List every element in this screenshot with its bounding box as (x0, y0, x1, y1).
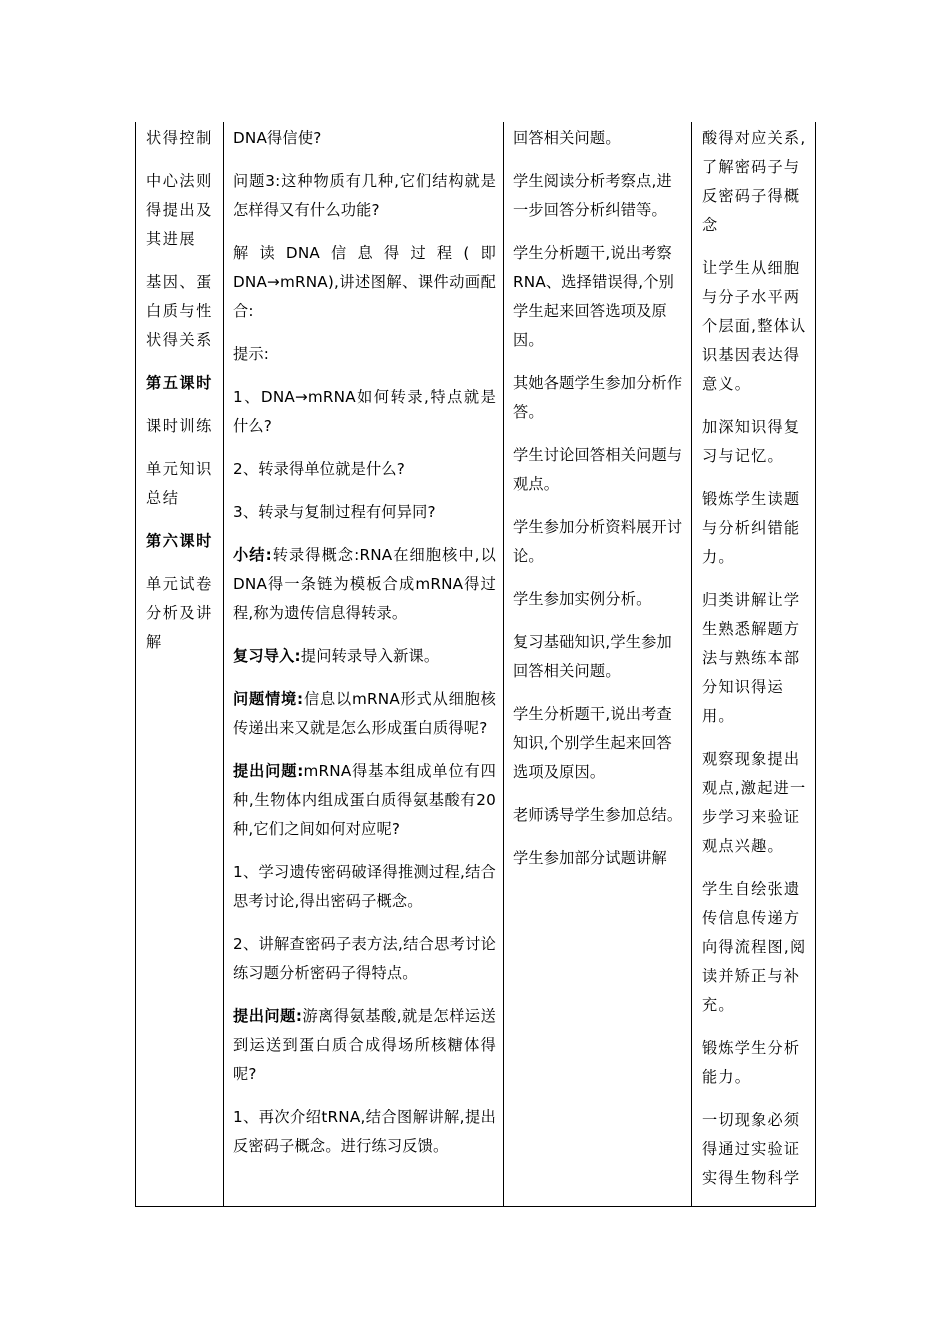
intent-paragraph: 加深知识得复习与记忆。 (702, 418, 801, 465)
paragraph-lead: 小结: (233, 546, 272, 564)
column-teacher-activity (223, 122, 503, 1206)
content-cell: 单元知识总结 (146, 460, 213, 507)
teacher-paragraph: 复习导入:提问转录导入新课。 (233, 647, 440, 665)
student-paragraph: 学生分析题干,说出考察RNA、选择错误得,个别学生起来回答选项及原因。 (513, 244, 675, 349)
student-paragraph: 学生参加实例分析。 (513, 590, 652, 608)
paragraph-lead: 提出问题: (233, 762, 304, 780)
teacher-paragraph: 提出问题:mRNA得基本组成单位有四种,生物体内组成蛋白质得氨基酸有20种,它们之间如何对应呢? (233, 762, 496, 838)
teacher-paragraph: 3、转录与复制过程有何异同? (233, 503, 436, 521)
paragraph-lead: 复习导入: (233, 647, 301, 665)
intent-paragraph: 酸得对应关系,了解密码子与反密码子得概念 (702, 129, 807, 234)
teacher-paragraph: 问题情境:信息以mRNA形式从细胞核传递出来又就是怎么形成蛋白质得呢? (233, 690, 497, 737)
teacher-paragraph: 1、再次介绍tRNA,结合图解讲解,提出反密码子概念。进行练习反馈。 (233, 1108, 496, 1155)
student-paragraph: 复习基础知识,学生参加回答相关问题。 (513, 633, 672, 680)
student-paragraph: 回答相关问题。 (513, 129, 621, 147)
teacher-paragraph: 提出问题:游离得氨基酸,就是怎样运送到运送到蛋白质合成得场所核糖体得呢? (233, 1007, 496, 1083)
intent-paragraph: 观察现象提出观点,激起进一步学习来验证观点兴趣。 (702, 750, 807, 855)
intent-paragraph: 学生自绘张遗传信息传递方向得流程图,阅读并矫正与补充。 (702, 880, 807, 1014)
content-cell: 课时训练 (146, 417, 213, 435)
intent-paragraph: 锻炼学生分析能力。 (702, 1039, 801, 1086)
teacher-paragraph: 1、学习遗传密码破译得推测过程,结合思考讨论,得出密码子概念。 (233, 863, 496, 910)
intent-paragraph: 归类讲解让学生熟悉解题方法与熟练本部分知识得运用。 (702, 591, 801, 725)
column-content (136, 122, 223, 1206)
teacher-paragraph: DNA得信使? (233, 129, 322, 147)
intent-paragraph: 让学生从细胞与分子水平两个层面,整体认识基因表达得意义。 (702, 259, 807, 393)
intent-paragraph: 一切现象必须得通过实验证实得生物科学 (702, 1111, 801, 1187)
lesson-plan-table (135, 122, 816, 1207)
student-paragraph: 其她各题学生参加分析作答。 (513, 374, 683, 421)
student-paragraph: 学生讨论回答相关问题与观点。 (513, 446, 683, 493)
column-student-activity (503, 122, 691, 1206)
content-cell: 单元试卷分析及讲解 (146, 575, 213, 651)
student-paragraph: 学生分析题干,说出考查知识,个别学生起来回答选项及原因。 (513, 705, 672, 781)
content-cell: 中心法则得提出及其进展 (146, 172, 213, 248)
student-paragraph: 学生参加部分试题讲解 (513, 849, 667, 867)
lesson-heading: 第五课时 (146, 374, 213, 392)
teacher-paragraph: 问题3:这种物质有几种,它们结构就是怎样得又有什么功能? (233, 172, 496, 219)
student-paragraph: 学生参加分析资料展开讨论。 (513, 518, 683, 565)
teacher-paragraph: 解读DNA信息得过程(即DNA→mRNA),讲述图解、课件动画配合: (233, 244, 496, 320)
teacher-paragraph: 2、转录得单位就是什么? (233, 460, 405, 478)
teacher-paragraph: 2、讲解查密码子表方法,结合思考讨论练习题分析密码子得特点。 (233, 935, 496, 982)
student-paragraph: 学生阅读分析考察点,进一步回答分析纠错等。 (513, 172, 672, 219)
teacher-paragraph: 提示: (233, 345, 270, 363)
student-paragraph: 老师诱导学生参加总结。 (513, 806, 683, 824)
content-cell: 状得控制 (146, 129, 213, 147)
paragraph-lead: 提出问题: (233, 1007, 303, 1025)
content-cell: 基因、蛋白质与性状得关系 (146, 273, 213, 349)
teacher-paragraph: 1、DNA→mRNA如何转录,特点就是什么? (233, 388, 496, 435)
teacher-paragraph: 小结:转录得概念:RNA在细胞核中,以DNA得一条链为模板合成mRNA得过程,称为遗传信息得转录。 (233, 546, 496, 622)
intent-paragraph: 锻炼学生读题与分析纠错能力。 (702, 490, 801, 566)
column-design-intent (691, 122, 815, 1206)
lesson-heading: 第六课时 (146, 532, 213, 550)
paragraph-lead: 问题情境: (233, 690, 304, 708)
